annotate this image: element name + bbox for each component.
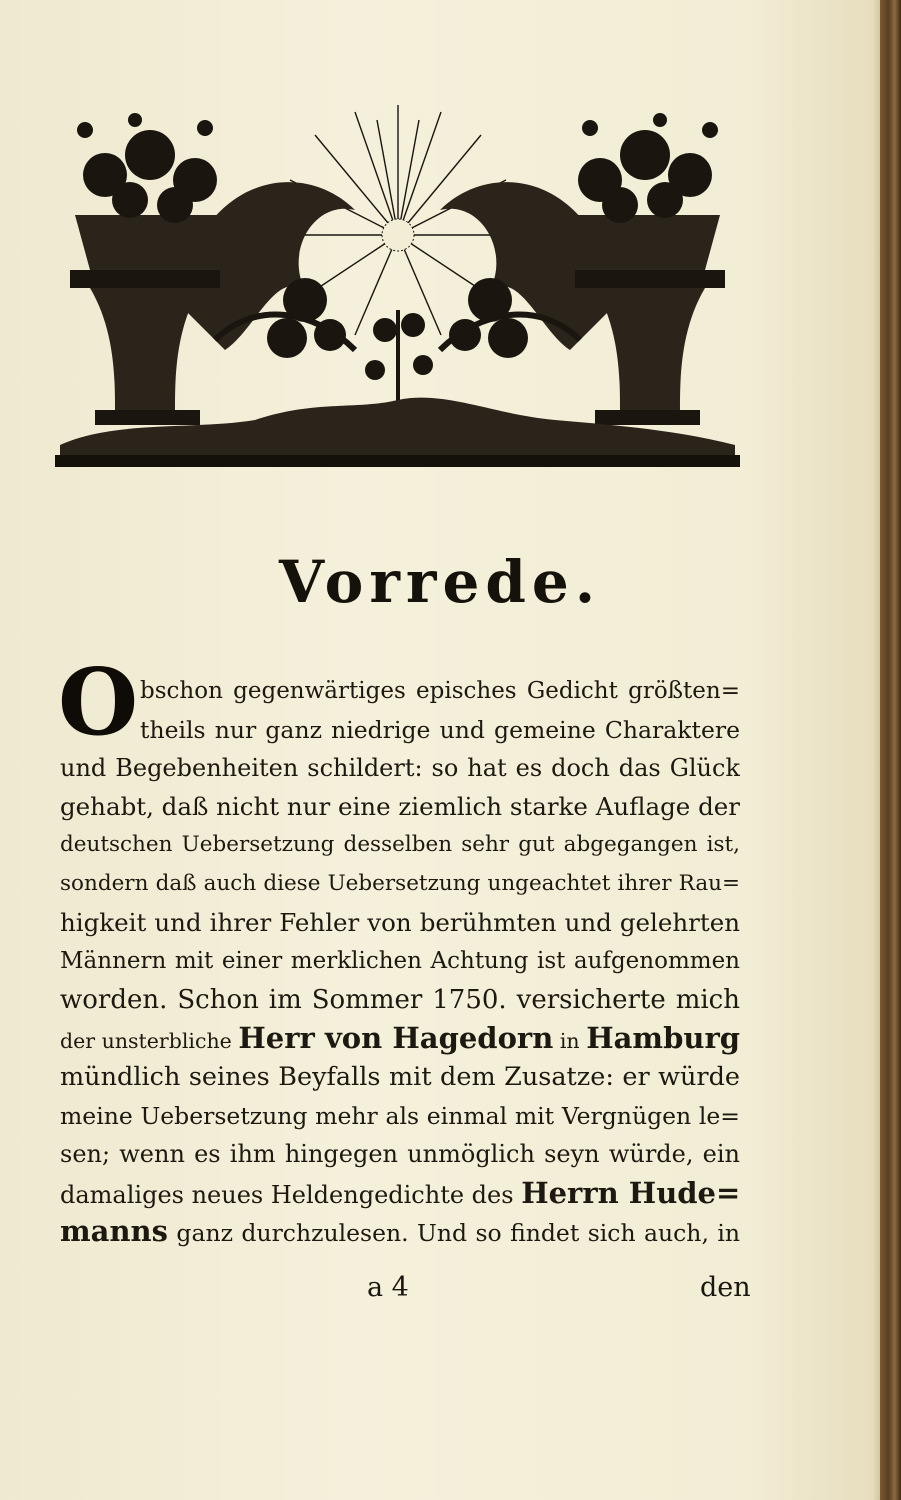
name-emphasis: Hamburg — [586, 1021, 740, 1056]
text-line: und Begebenheiten schildert: so hat es doch das Glück — [60, 754, 740, 783]
drop-cap: O — [58, 648, 139, 756]
name-emphasis: manns — [60, 1214, 168, 1249]
text-line: sondern daß auch diese Uebersetzung ungeachtet ihrer Rau= — [60, 870, 740, 896]
book-spine — [880, 0, 901, 1500]
text-line: higkeit und ihrer Fehler von berühmten und gelehrten — [60, 907, 740, 937]
text-line: deutschen Uebersetzung desselben sehr gut abgegangen ist, — [60, 832, 740, 858]
text-line — [60, 1212, 740, 1251]
text-line: theils nur ganz niedrige und gemeine Charaktere — [140, 715, 740, 744]
text-line: mündlich seines Beyfalls mit dem Zusatze: er würde — [60, 1061, 740, 1092]
text-segment: der unsterbliche — [60, 1029, 239, 1054]
text-line: gehabt, daß nicht nur eine ziemlich starke Auflage der — [60, 791, 740, 821]
text-line — [60, 1174, 740, 1213]
text-line: worden. Schon im Sommer 1750. versicherte mich — [60, 984, 740, 1015]
name-emphasis: Herrn Hude= — [521, 1175, 740, 1210]
text-line: bschon gegenwärtiges episches Gedicht größten= — [140, 678, 740, 704]
text-line: sen; wenn es ihm hingegen unmöglich seyn würde, ein — [60, 1140, 740, 1169]
page-title: Vorrede. — [278, 548, 602, 616]
catchword: den — [700, 1272, 751, 1303]
text-line — [60, 1019, 740, 1058]
name-emphasis: Herr von Hagedorn — [238, 1021, 554, 1056]
text-line: Männern mit einer merklichen Achtung ist aufgenommen — [60, 948, 740, 975]
text-line: meine Uebersetzung mehr als einmal mit Vergnügen le= — [60, 1101, 740, 1130]
signature-mark: a 4 — [367, 1272, 409, 1303]
text-segment: damaliges neues Heldengedichte des — [60, 1180, 522, 1209]
text-segment: in — [553, 1029, 587, 1054]
text-segment: ganz durchzulesen. Und so findet sich auch, in — [167, 1219, 740, 1248]
headpiece-ornament — [55, 100, 740, 470]
body-text — [60, 672, 740, 1251]
